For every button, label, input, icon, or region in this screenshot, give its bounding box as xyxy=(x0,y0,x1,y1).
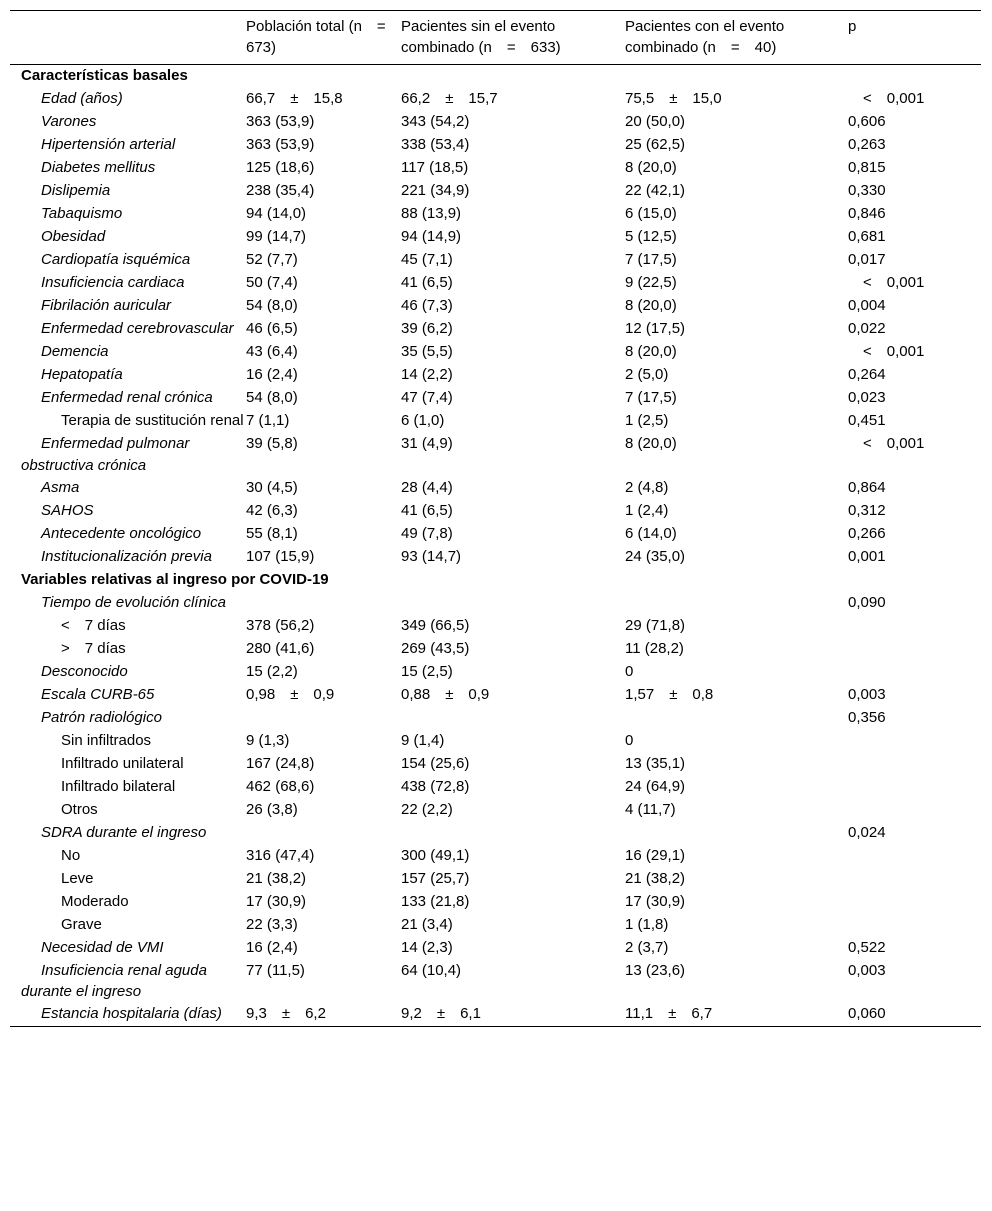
value-without-event: 343 (54,2) xyxy=(401,113,470,130)
value-total xyxy=(246,592,401,615)
row-label-cell xyxy=(10,776,246,799)
row-label-cell xyxy=(10,272,246,295)
table-row xyxy=(10,615,981,638)
value-without-event: 9,2 ± 6,1 xyxy=(401,1005,481,1023)
value-p xyxy=(848,914,981,937)
table-row xyxy=(10,180,981,203)
value-with-event xyxy=(625,822,848,845)
row-label-cell xyxy=(10,134,246,157)
value-total: 280 (41,6) xyxy=(246,639,315,657)
value-without-event: 41 (6,5) xyxy=(401,274,453,291)
row-label-cell xyxy=(10,500,246,523)
table-row xyxy=(10,318,981,341)
value-with-event: 25 (62,5) xyxy=(625,136,686,153)
value-without-event: 9 (1,4) xyxy=(401,731,445,749)
value-p: 0,606 xyxy=(848,113,886,130)
value-p xyxy=(848,868,981,891)
row-label: Estancia hospitalaria (días) xyxy=(41,1005,222,1023)
row-label: Escala CURB-65 xyxy=(41,685,155,703)
value-total: 9 (1,3) xyxy=(246,731,290,749)
value-total: 9,3 ± 6,2 xyxy=(246,1005,326,1023)
value-p xyxy=(848,891,981,914)
value-total: 30 (4,5) xyxy=(246,478,298,496)
value-p: 0,003 xyxy=(848,685,886,703)
table-row xyxy=(10,523,981,546)
value-total: 50 (7,4) xyxy=(246,274,298,291)
value-p: < 0,001 xyxy=(848,343,925,360)
value-without-event: 64 (10,4) xyxy=(401,961,462,979)
value-p xyxy=(848,730,981,753)
value-p xyxy=(848,776,981,799)
row-label-cell xyxy=(10,226,246,249)
row-label-cell xyxy=(10,157,246,180)
row-label: Cardiopatía isquémica xyxy=(41,251,191,268)
value-p: 0,017 xyxy=(848,251,886,268)
value-without-event xyxy=(401,822,625,845)
header-cell-label xyxy=(10,11,246,65)
value-with-event: 12 (17,5) xyxy=(625,320,686,337)
row-label: Enfermedad cerebrovascular xyxy=(41,320,234,337)
row-label-cell xyxy=(10,707,246,730)
row-label: Patrón radiológico xyxy=(41,708,162,726)
value-p xyxy=(848,799,981,822)
row-label-cell xyxy=(10,615,246,638)
value-without-event: 438 (72,8) xyxy=(401,777,470,795)
value-p: 0,023 xyxy=(848,389,886,406)
value-without-event: 157 (25,7) xyxy=(401,869,470,887)
table-row xyxy=(10,387,981,410)
value-without-event: 22 (2,2) xyxy=(401,800,453,818)
table-row xyxy=(10,364,981,387)
table-row xyxy=(10,477,981,500)
value-without-event: 28 (4,4) xyxy=(401,478,453,496)
value-with-event: 2 (5,0) xyxy=(625,366,669,383)
value-without-event: 39 (6,2) xyxy=(401,320,453,337)
value-p: 0,864 xyxy=(848,478,886,496)
table-row xyxy=(10,937,981,960)
row-label-cell xyxy=(10,822,246,845)
table-row xyxy=(10,157,981,180)
row-label-cell xyxy=(10,410,246,433)
row-label: Antecedente oncológico xyxy=(41,524,202,542)
row-label: Asma xyxy=(41,478,80,496)
value-p: 0,356 xyxy=(848,708,886,726)
value-with-event: 20 (50,0) xyxy=(625,113,686,130)
row-label: Terapia de sustitución renal xyxy=(61,412,244,429)
row-label-cell xyxy=(10,111,246,134)
table-row xyxy=(10,134,981,157)
value-p xyxy=(848,753,981,776)
value-total: 42 (6,3) xyxy=(246,501,298,519)
value-p: < 0,001 xyxy=(848,435,925,452)
value-with-event: 2 (3,7) xyxy=(625,938,669,956)
table-row xyxy=(10,546,981,569)
value-total: 316 (47,4) xyxy=(246,846,315,864)
value-total: 17 (30,9) xyxy=(246,892,307,910)
section-title: Características basales xyxy=(21,67,188,84)
row-label: Diabetes mellitus xyxy=(41,159,156,176)
value-total: 77 (11,5) xyxy=(246,961,305,979)
value-without-event: 66,2 ± 15,7 xyxy=(401,90,498,107)
value-without-event: 269 (43,5) xyxy=(401,639,470,657)
row-label-cell xyxy=(10,799,246,822)
value-without-event: 31 (4,9) xyxy=(401,435,453,452)
value-with-event: 8 (20,0) xyxy=(625,435,677,452)
value-with-event: 13 (35,1) xyxy=(625,754,686,772)
row-label: < 7 días xyxy=(61,616,126,634)
row-label-cell xyxy=(10,661,246,684)
value-with-event: 6 (15,0) xyxy=(625,205,677,222)
value-total: 363 (53,9) xyxy=(246,113,315,130)
value-with-event: 4 (11,7) xyxy=(625,800,676,818)
row-label: Edad (años) xyxy=(41,90,123,107)
value-p: 0,815 xyxy=(848,159,886,176)
value-p xyxy=(848,638,981,661)
table-row xyxy=(10,638,981,661)
value-p: 0,266 xyxy=(848,524,886,542)
table-row xyxy=(10,592,981,615)
value-total xyxy=(246,822,401,845)
row-label: Otros xyxy=(61,800,98,818)
value-with-event: 29 (71,8) xyxy=(625,616,686,634)
table-row xyxy=(10,272,981,295)
value-total: 46 (6,5) xyxy=(246,320,298,337)
row-label-cell xyxy=(10,88,246,111)
table-row xyxy=(10,914,981,937)
section-header-row xyxy=(10,65,981,89)
value-without-event: 88 (13,9) xyxy=(401,205,462,222)
table-row xyxy=(10,88,981,111)
row-label: Fibrilación auricular xyxy=(41,297,172,314)
row-label: Moderado xyxy=(61,892,129,910)
value-total: 54 (8,0) xyxy=(246,297,298,314)
results-table xyxy=(10,10,981,1027)
table-row xyxy=(10,500,981,523)
value-p xyxy=(848,615,981,638)
value-with-event: 0 xyxy=(625,731,634,749)
value-without-event xyxy=(401,592,625,615)
row-label-cell xyxy=(10,845,246,868)
value-total: 16 (2,4) xyxy=(246,366,298,383)
row-label-cell xyxy=(10,1003,246,1027)
value-with-event: 11,1 ± 6,7 xyxy=(625,1005,713,1023)
table-row xyxy=(10,226,981,249)
value-without-event: 93 (14,7) xyxy=(401,547,462,565)
row-label-cell xyxy=(10,937,246,960)
row-label: SDRA durante el ingreso xyxy=(41,823,207,841)
row-label: Demencia xyxy=(41,343,109,360)
table-header xyxy=(10,11,981,65)
value-with-event: 6 (14,0) xyxy=(625,524,677,542)
value-total: 52 (7,7) xyxy=(246,251,298,268)
table-row xyxy=(10,868,981,891)
row-label-cell xyxy=(10,730,246,753)
value-with-event: 9 (22,5) xyxy=(625,274,677,291)
value-with-event xyxy=(625,592,848,615)
row-label: Infiltrado unilateral xyxy=(61,754,184,772)
value-total: 125 (18,6) xyxy=(246,159,315,176)
table-row xyxy=(10,433,981,477)
value-with-event: 22 (42,1) xyxy=(625,182,686,199)
value-without-event: 49 (7,8) xyxy=(401,524,453,542)
value-with-event: 2 (4,8) xyxy=(625,478,669,496)
table-row xyxy=(10,410,981,433)
value-without-event: 349 (66,5) xyxy=(401,616,470,634)
value-without-event: 117 (18,5) xyxy=(401,159,469,176)
row-label: Hipertensión arterial xyxy=(41,136,176,153)
value-p: 0,003 xyxy=(848,961,886,979)
row-label-cell xyxy=(10,546,246,569)
table-row xyxy=(10,341,981,364)
value-total: 94 (14,0) xyxy=(246,205,307,222)
value-without-event: 0,88 ± 0,9 xyxy=(401,685,490,703)
row-label: SAHOS xyxy=(41,501,94,519)
row-label-cell xyxy=(10,364,246,387)
value-with-event: 1,57 ± 0,8 xyxy=(625,685,714,703)
value-with-event: 8 (20,0) xyxy=(625,159,677,176)
row-label: No xyxy=(61,846,81,864)
row-label: Sin infiltrados xyxy=(61,731,152,749)
table-row xyxy=(10,203,981,226)
header-cell-without-event: Pacientes sin el evento combinado (n = 633) xyxy=(401,18,561,56)
value-total: 99 (14,7) xyxy=(246,228,307,245)
value-total: 22 (3,3) xyxy=(246,915,298,933)
value-p: 0,263 xyxy=(848,136,886,153)
row-label: Desconocido xyxy=(41,662,128,680)
value-with-event: 24 (64,9) xyxy=(625,777,686,795)
row-label: Enfermedad pulmonar obstructiva crónica xyxy=(21,435,190,474)
value-with-event xyxy=(625,707,848,730)
value-p: 0,001 xyxy=(848,547,886,565)
value-total: 66,7 ± 15,8 xyxy=(246,90,343,107)
row-label-cell xyxy=(10,592,246,615)
value-p: 0,451 xyxy=(848,412,886,429)
table-body xyxy=(10,65,981,1027)
value-with-event: 11 (28,2) xyxy=(625,639,684,657)
value-with-event: 1 (1,8) xyxy=(625,915,669,933)
value-total: 7 (1,1) xyxy=(246,412,290,429)
table-row xyxy=(10,960,981,1004)
row-label-cell xyxy=(10,387,246,410)
value-with-event: 7 (17,5) xyxy=(625,251,677,268)
results-table-container xyxy=(10,10,981,1027)
row-label: Infiltrado bilateral xyxy=(61,777,176,795)
table-row xyxy=(10,1003,981,1027)
value-total: 43 (6,4) xyxy=(246,343,298,360)
table-row xyxy=(10,111,981,134)
header-row xyxy=(10,11,981,65)
value-without-event: 6 (1,0) xyxy=(401,412,445,429)
table-row xyxy=(10,684,981,707)
header-cell-with-event: Pacientes con el evento combinado (n = 40) xyxy=(625,18,785,56)
row-label: Varones xyxy=(41,113,97,130)
value-total: 0,98 ± 0,9 xyxy=(246,685,335,703)
value-p xyxy=(848,661,981,684)
value-with-event: 1 (2,5) xyxy=(625,412,669,429)
value-total: 39 (5,8) xyxy=(246,435,298,452)
row-label: Obesidad xyxy=(41,228,106,245)
row-label: Tabaquismo xyxy=(41,205,123,222)
value-total: 107 (15,9) xyxy=(246,547,315,565)
value-p: 0,522 xyxy=(848,938,886,956)
row-label-cell xyxy=(10,638,246,661)
row-label: Dislipemia xyxy=(41,182,111,199)
table-row xyxy=(10,707,981,730)
value-total xyxy=(246,707,401,730)
value-without-event: 94 (14,9) xyxy=(401,228,462,245)
value-with-event: 75,5 ± 15,0 xyxy=(625,90,722,107)
value-without-event: 35 (5,5) xyxy=(401,343,453,360)
value-without-event: 338 (53,4) xyxy=(401,136,470,153)
value-total: 167 (24,8) xyxy=(246,754,315,772)
value-without-event: 221 (34,9) xyxy=(401,182,470,199)
row-label: Insuficiencia cardiaca xyxy=(41,274,185,291)
value-without-event xyxy=(401,707,625,730)
value-with-event: 24 (35,0) xyxy=(625,547,686,565)
value-p: 0,264 xyxy=(848,366,886,383)
row-label-cell xyxy=(10,523,246,546)
table-row xyxy=(10,845,981,868)
value-p xyxy=(848,845,981,868)
row-label-cell xyxy=(10,295,246,318)
value-p: < 0,001 xyxy=(848,90,925,107)
row-label: Grave xyxy=(61,915,102,933)
row-label-cell xyxy=(10,341,246,364)
value-with-event: 21 (38,2) xyxy=(625,869,686,887)
value-total: 363 (53,9) xyxy=(246,136,315,153)
value-without-event: 133 (21,8) xyxy=(401,892,470,910)
value-without-event: 14 (2,3) xyxy=(401,938,453,956)
row-label-cell xyxy=(10,318,246,341)
header-cell-p: p xyxy=(848,18,857,35)
value-without-event: 21 (3,4) xyxy=(401,915,453,933)
value-without-event: 14 (2,2) xyxy=(401,366,453,383)
row-label-cell xyxy=(10,684,246,707)
value-total: 55 (8,1) xyxy=(246,524,298,542)
header-cell-total: Población total (n = 673) xyxy=(246,18,401,56)
value-with-event: 8 (20,0) xyxy=(625,297,677,314)
value-p: 0,022 xyxy=(848,320,886,337)
row-label: Institucionalización previa xyxy=(41,547,212,565)
value-p: 0,846 xyxy=(848,205,886,222)
value-without-event: 46 (7,3) xyxy=(401,297,453,314)
value-with-event: 7 (17,5) xyxy=(625,389,677,406)
row-label-cell xyxy=(10,914,246,937)
row-label: Enfermedad renal crónica xyxy=(41,389,213,406)
row-label-cell xyxy=(10,891,246,914)
value-p: 0,312 xyxy=(848,501,886,519)
value-with-event: 13 (23,6) xyxy=(625,961,686,979)
value-p: 0,060 xyxy=(848,1005,886,1023)
value-p: < 0,001 xyxy=(848,274,925,291)
value-without-event: 45 (7,1) xyxy=(401,251,453,268)
row-label: Necesidad de VMI xyxy=(41,938,164,956)
table-row xyxy=(10,730,981,753)
table-row xyxy=(10,799,981,822)
row-label: Tiempo de evolución clínica xyxy=(41,593,226,611)
table-row xyxy=(10,753,981,776)
row-label-cell xyxy=(10,180,246,203)
row-label-cell xyxy=(10,868,246,891)
value-without-event: 41 (6,5) xyxy=(401,501,453,519)
value-total: 16 (2,4) xyxy=(246,938,298,956)
row-label-cell xyxy=(10,203,246,226)
section-header-row xyxy=(10,569,981,592)
value-total: 238 (35,4) xyxy=(246,182,315,199)
row-label-cell xyxy=(10,433,246,477)
value-total: 54 (8,0) xyxy=(246,389,298,406)
value-with-event: 17 (30,9) xyxy=(625,892,686,910)
table-row xyxy=(10,295,981,318)
value-p: 0,004 xyxy=(848,297,886,314)
value-with-event: 5 (12,5) xyxy=(625,228,677,245)
value-total: 378 (56,2) xyxy=(246,616,315,634)
value-total: 462 (68,6) xyxy=(246,777,315,795)
value-with-event: 0 xyxy=(625,662,634,680)
value-total: 15 (2,2) xyxy=(246,662,298,680)
value-without-event: 15 (2,5) xyxy=(401,662,453,680)
row-label-cell xyxy=(10,249,246,272)
value-with-event: 16 (29,1) xyxy=(625,846,686,864)
row-label: Hepatopatía xyxy=(41,366,123,383)
value-with-event: 1 (2,4) xyxy=(625,501,669,519)
value-p: 0,024 xyxy=(848,823,886,841)
row-label: > 7 días xyxy=(61,639,126,657)
row-label-cell xyxy=(10,960,246,1004)
table-row xyxy=(10,822,981,845)
table-row xyxy=(10,891,981,914)
value-without-event: 300 (49,1) xyxy=(401,846,470,864)
value-p: 0,681 xyxy=(848,228,886,245)
value-p: 0,330 xyxy=(848,182,886,199)
value-without-event: 154 (25,6) xyxy=(401,754,470,772)
table-row xyxy=(10,776,981,799)
value-total: 21 (38,2) xyxy=(246,869,307,887)
table-row xyxy=(10,661,981,684)
row-label-cell xyxy=(10,477,246,500)
row-label: Leve xyxy=(61,869,94,887)
value-total: 26 (3,8) xyxy=(246,800,298,818)
section-title: Variables relativas al ingreso por COVID-19 xyxy=(21,570,329,588)
value-with-event: 8 (20,0) xyxy=(625,343,677,360)
value-p: 0,090 xyxy=(848,593,886,611)
table-row xyxy=(10,249,981,272)
value-without-event: 47 (7,4) xyxy=(401,389,453,406)
row-label-cell xyxy=(10,753,246,776)
row-label: Insuficiencia renal aguda durante el ingreso xyxy=(21,961,207,1001)
